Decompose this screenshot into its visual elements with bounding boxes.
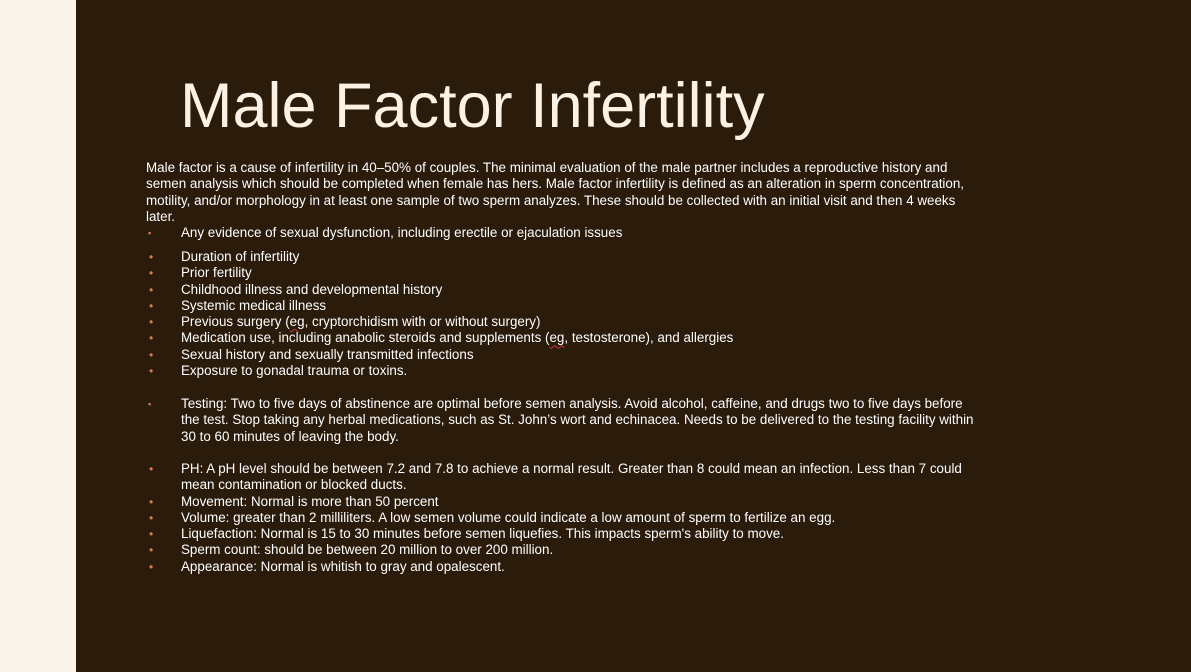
list-item <box>146 249 976 265</box>
spellcheck-word: eg <box>289 314 305 330</box>
list-item <box>146 314 976 330</box>
list-item-text: Liquefaction: Normal is 15 to 30 minutes before semen liquefies. This impacts sperm's ability to move. <box>181 526 784 542</box>
dot-bullet-icon: • <box>149 331 154 346</box>
list-item <box>146 330 976 346</box>
dot-bullet-icon: • <box>149 364 154 379</box>
dot-bullet-icon: • <box>149 298 154 313</box>
list-item-text: Volume: greater than 2 milliliters. A low semen volume could indicate a low amount of sperm to fertilize an egg. <box>181 509 836 525</box>
dot-bullet-icon: • <box>149 559 154 574</box>
list-item <box>146 347 976 363</box>
history-list <box>146 249 976 379</box>
square-bullet-icon: ▪ <box>148 399 152 409</box>
dot-bullet-icon: • <box>149 282 154 297</box>
text-segment: , cryptorchidism with or without surgery) <box>304 314 541 330</box>
square-bullet-icon: ▪ <box>148 228 152 238</box>
text-segment: Previous surgery ( <box>181 314 290 330</box>
dot-bullet-icon: • <box>149 315 154 330</box>
dot-bullet-icon: • <box>149 347 154 362</box>
list-item-text: Sexual history and sexually transmitted infections <box>181 346 474 362</box>
dot-bullet-icon: • <box>149 266 154 281</box>
list-item <box>146 461 976 494</box>
text-segment: , testosterone), and allergies <box>564 330 734 346</box>
intro-paragraph: Male factor is a cause of infertility in 40–50% of couples. The minimal evaluation of the male partner includes a reproductive history and semen analysis which should be completed when female has hers. Male factor infertility is defined as an alteration in sperm concentration, motility, and/or morphology in at least one sample of two sperm analyzes. These should be collected with an initial visit and then 4 weeks later. <box>146 160 964 224</box>
list-item <box>146 559 976 575</box>
list-item <box>146 298 976 314</box>
dot-bullet-icon: • <box>149 494 154 509</box>
spellcheck-word: eg <box>549 330 565 346</box>
dot-bullet-icon: • <box>149 250 154 264</box>
list-item-text: Duration of infertility <box>181 249 300 264</box>
dot-bullet-icon: • <box>149 462 154 476</box>
list-item <box>146 526 976 542</box>
list-item <box>146 225 976 241</box>
list-item-text: Movement: Normal is more than 50 percent <box>181 493 439 509</box>
text-segment: Medication use, including anabolic steroids and supplements ( <box>181 330 550 346</box>
list-item-text: Appearance: Normal is whitish to gray and opalescent. <box>181 558 505 574</box>
list-item <box>146 363 976 379</box>
list-item <box>146 265 976 281</box>
list-item <box>146 510 976 526</box>
list-item-text: Prior fertility <box>181 265 252 281</box>
list-item-text: Systemic medical illness <box>181 297 327 313</box>
list-item-text <box>181 330 733 345</box>
list-item <box>146 282 976 298</box>
list-item-text: Exposure to gonadal trauma or toxins. <box>181 363 408 379</box>
list-item-text: Childhood illness and developmental history <box>181 281 443 297</box>
list-item <box>146 396 976 445</box>
list-item <box>146 542 976 558</box>
list-item-text: Sperm count: should be between 20 million to over 200 million. <box>181 542 554 558</box>
testing-text: Testing: Two to five days of abstinence are optimal before semen analysis. Avoid alcohol, caffeine, and drugs two to five days before the test. Stop taking any herbal medications, such as St. John’s wort and echinacea. Needs to be delivered to the testing facility within 30 to 60 minutes of leaving the body. <box>181 396 974 444</box>
list-item-text: PH: A pH level should be between 7.2 and 7.8 to achieve a normal result. Greater than 8 could mean an infection. Less than 7 could mean contamination or blocked ducts. <box>181 461 962 493</box>
slide-title: Male Factor Infertility <box>180 71 765 141</box>
slide <box>76 0 1191 672</box>
testing-list <box>146 396 976 445</box>
dot-bullet-icon: • <box>149 510 154 525</box>
results-list <box>146 461 976 575</box>
list-item <box>146 494 976 510</box>
list-item-text <box>181 314 540 329</box>
left-margin-strip <box>0 0 76 672</box>
history-lead-list <box>146 225 976 241</box>
dot-bullet-icon: • <box>149 527 154 542</box>
dot-bullet-icon: • <box>149 543 154 558</box>
history-lead-text: Any evidence of sexual dysfunction, including erectile or ejaculation issues <box>181 225 623 240</box>
